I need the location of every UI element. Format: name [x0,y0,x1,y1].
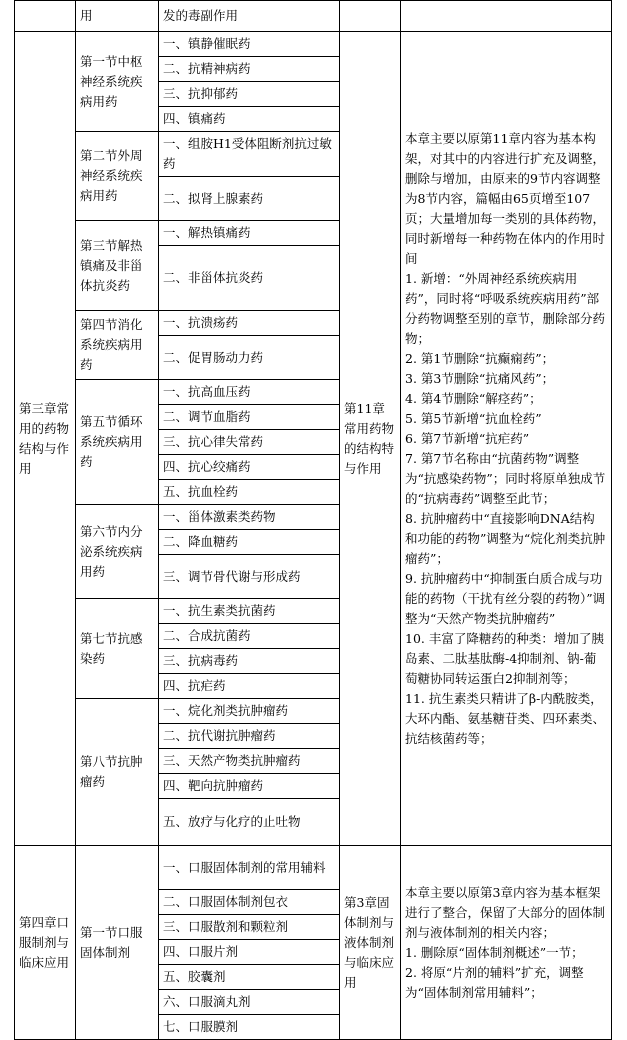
topic-item: 四、口服片剂 [159,940,340,965]
header-cell-content: 发的毒副作用 [159,1,340,32]
note-paragraph: 4. 第4节删除“解痉药”； [405,390,542,406]
topic-item: 五、胶囊剂 [159,965,340,990]
note-paragraph: 10. 丰富了降糖药的种类：增加了胰岛素、二肽基肽酶-4抑制剂、钠-葡萄糖协同转运蛋白2抑制剂等； [405,630,604,686]
section-title: 第七节抗感染药 [76,599,159,699]
section-title: 第一节中枢神经系统疾病用药 [76,32,159,132]
section-title: 第三节解热镇痛及非甾体抗炎药 [76,221,159,311]
topic-item: 五、放疗与化疗的止吐物 [159,799,340,846]
section-title: 第五节循环系统疾病用药 [76,380,159,505]
chapter-title: 第三章常用的药物结构与作用 [15,32,76,846]
topic-item: 二、抗精神病药 [159,57,340,82]
old-chapter-title: 第3章固体制剂与液体制剂与临床应用 [340,846,401,1040]
topic-item: 四、抗疟药 [159,674,340,699]
topic-item: 一、甾体激素类药物 [159,505,340,530]
topic-item: 二、抗代谢抗肿瘤药 [159,724,340,749]
section-title: 第四节消化系统疾病用药 [76,311,159,380]
note-paragraph: 9. 抗肿瘤药中“抑制蛋白质合成与功能的药物（干扰有丝分裂的药物）”调整为“天然产物类抗肿瘤药” [405,570,606,626]
topic-item: 一、烷化剂类抗肿瘤药 [159,699,340,724]
topic-item: 二、非甾体抗炎药 [159,246,340,311]
header-cell-section: 用 [76,1,159,32]
comparison-table [14,0,612,1040]
topic-item: 三、抗抑郁药 [159,82,340,107]
old-chapter-title: 第11章常用药物的结构特与作用 [340,32,401,846]
table-row [15,32,612,57]
note-paragraph: 7. 第7节名称由“抗菌药物”调整为“抗感染药物”；同时将原单独成节的“抗病毒药”调整至此节； [405,450,606,506]
topic-item: 四、靶向抗肿瘤药 [159,774,340,799]
section-title: 第一节口服固体制剂 [76,846,159,1040]
table-row [15,1,612,32]
note-paragraph: 5. 第5节新增“抗血栓药” [405,410,542,426]
topic-item: 三、抗心律失常药 [159,430,340,455]
note-paragraph: 1. 新增：“外周神经系统疾病用药”，同时将“呼吸系统疾病用药”部分药物调整至别的章节，删除部分药物； [405,270,606,346]
notes-cell [401,32,612,846]
chapter-title: 第四章口服制剂与临床应用 [15,846,76,1040]
note-paragraph: 8. 抗肿瘤药中“直接影响DNA结构和功能的药物”调整为“烷化剂类抗肿瘤药”； [405,510,606,566]
topic-item: 一、解热镇痛药 [159,221,340,246]
topic-item: 二、促胃肠动力药 [159,336,340,380]
note-paragraph: 本章主要以原第3章内容为基本框架进行了整合，保留了大部分的固体制剂与液体制剂的相关内容； [405,884,606,940]
topic-item: 一、抗溃疡药 [159,311,340,336]
topic-item: 六、口服滴丸剂 [159,990,340,1015]
section-title: 第六节内分泌系统疾病用药 [76,505,159,599]
topic-item: 二、调节血脂药 [159,405,340,430]
topic-item: 三、天然产物类抗肿瘤药 [159,749,340,774]
notes-cell [401,846,612,1040]
note-paragraph: 2. 第1节删除“抗癫痫药”； [405,350,555,366]
cell-empty [15,1,76,32]
topic-item: 三、抗病毒药 [159,649,340,674]
note-paragraph: 本章主要以原第11章内容为基本构架，对其中的内容进行扩充及调整，删除与增加，由原来的9节内容调整为8节内容，篇幅由65页增至107页；大量增加每一类别的具体药物，同时新增每一种药物在体内的作用时间 [405,130,606,266]
cell-empty [340,1,401,32]
section-title: 第二节外周神经系统疾病用药 [76,132,159,221]
note-paragraph: 1. 删除原“固体制剂概述”一节； [405,944,584,960]
section-title: 第八节抗肿瘤药 [76,699,159,846]
note-paragraph: 11. 抗生素类只精讲了β-内酰胺类，大环内酯、氨基糖苷类、四环素类、抗结核菌药等； [405,690,606,746]
topic-item: 三、调节骨代谢与形成药 [159,555,340,599]
topic-item: 一、抗生素类抗菌药 [159,599,340,624]
topic-item: 三、口服散剂和颗粒剂 [159,915,340,940]
note-paragraph: 2. 将原“片剂的辅料”扩充，调整为“固体制剂常用辅料”； [405,964,584,1000]
table-row [15,846,612,890]
topic-item: 二、拟肾上腺素药 [159,177,340,221]
topic-item: 五、抗血栓药 [159,480,340,505]
topic-item: 四、镇痛药 [159,107,340,132]
cell-empty [401,1,612,32]
topic-item: 一、镇静催眠药 [159,32,340,57]
topic-item: 七、口服膜剂 [159,1015,340,1040]
topic-item: 一、组胺H1受体阻断剂抗过敏药 [159,132,340,177]
topic-item: 一、口服固体制剂的常用辅料 [159,846,340,890]
note-paragraph: 3. 第3节删除“抗痛风药”； [405,370,555,386]
topic-item: 二、降血糖药 [159,530,340,555]
topic-item: 二、合成抗菌药 [159,624,340,649]
topic-item: 四、抗心绞痛药 [159,455,340,480]
topic-item: 一、抗高血压药 [159,380,340,405]
topic-item: 二、口服固体制剂包衣 [159,890,340,915]
note-paragraph: 6. 第7节新增“抗疟药” [405,430,530,446]
